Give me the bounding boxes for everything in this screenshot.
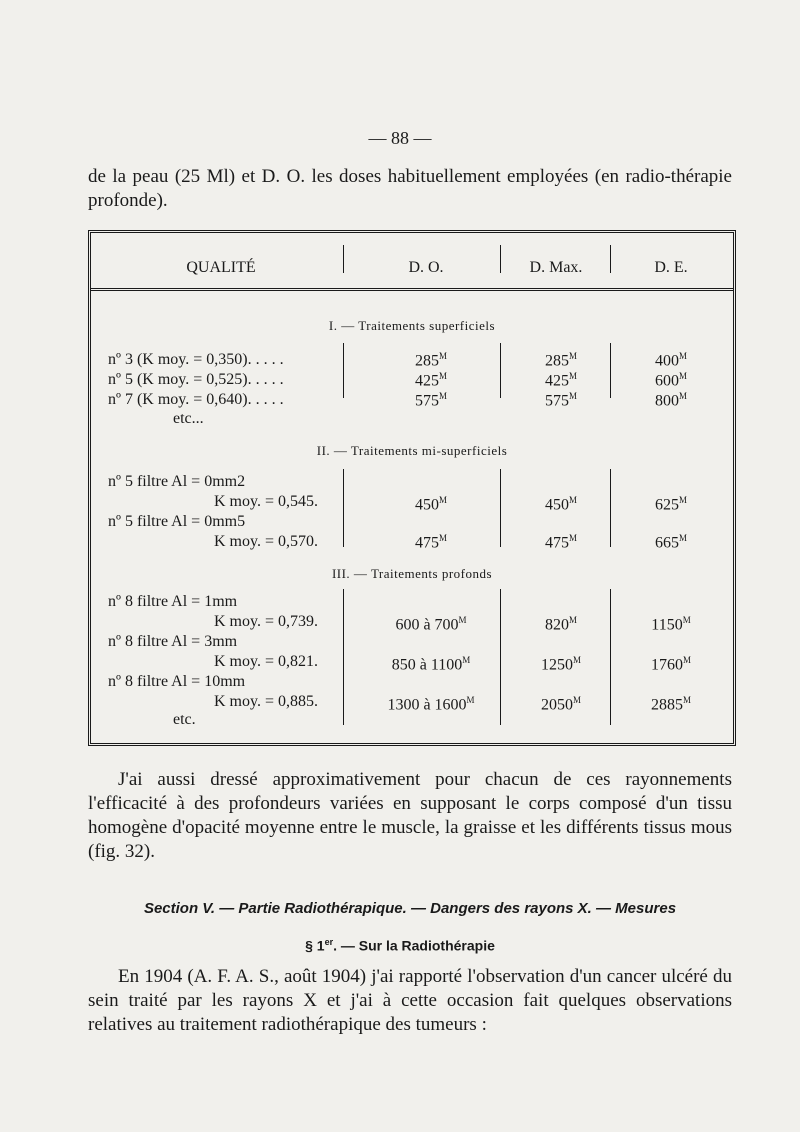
row-label: nº 8 filtre Al = 1mm [108, 593, 238, 610]
cell-de: $2885^M$ [650, 695, 691, 714]
section-heading: Section V. — Partie Radiothérapique. — Dangers des rayons X. — Mesures [143, 900, 677, 917]
row-kmoy: K moy. = 0,821. [214, 653, 318, 670]
cell-do: 850 à $1100^M$ [391, 655, 471, 674]
row-label: nº 8 filtre Al = 10mm [108, 673, 246, 690]
paragraph-efficacite: J'ai aussi dressé approximativement pour chacun de ces rayonnements l'efficacité à des profondeurs variées en supposant le corps composé d'un tissu homogène d'opacité moyenne entre le muscle, la graisse et les différents tissus mous (fig. 32). [88, 769, 732, 862]
cell-dmax: $1250^M$ [540, 655, 581, 674]
subsection-heading: § 1er. — Sur la Radiothérapie [305, 937, 495, 954]
cell-de: $625^M$ [654, 495, 687, 514]
paragraph-1904: En 1904 (A. F. A. S., août 1904) j'ai rapporté l'observation d'un cancer ulcéré du sein traité par les rayons X et j'ai à cette occasion fait quelques observations relatives au traitement radiothérapique des tumeurs : [88, 966, 732, 1035]
row-kmoy: K moy. = 0,739. [214, 613, 318, 630]
section-profonds: III. — Traitements profonds [331, 566, 493, 581]
cell-do: $285^M$ [414, 351, 447, 370]
header-de: D. E. [654, 259, 688, 276]
row-kmoy: K moy. = 0,545. [214, 493, 318, 510]
row-label: nº 5 filtre Al = 0mm2 [108, 473, 246, 490]
row-label: nº 7 (K moy. = 0,640). . . . . [108, 391, 284, 408]
cell-de: $400^M$ [654, 351, 687, 370]
cell-do: $425^M$ [414, 371, 447, 390]
row-kmoy: K moy. = 0,885. [214, 693, 318, 710]
cell-de: $800^M$ [654, 391, 687, 410]
section-mi-superficiels: II. — Traitements mi-superficiels [316, 443, 508, 458]
cell-de: $600^M$ [654, 371, 687, 390]
intro-paragraph: de la peau (25 Ml) et D. O. les doses habituellement employées (en radio-thérapie profonde). [88, 166, 732, 211]
dose-table [88, 230, 736, 746]
header-dmax: D. Max. [529, 259, 583, 276]
cell-do: $450^M$ [414, 495, 447, 514]
row-label: nº 8 filtre Al = 3mm [108, 633, 238, 650]
cell-do: 1300 à $1600^M$ [387, 695, 475, 714]
cell-dmax: $425^M$ [544, 371, 577, 390]
etc-text: etc... [173, 410, 204, 427]
cell-do: 600 à $700^M$ [395, 615, 467, 634]
cell-dmax: $575^M$ [544, 391, 577, 410]
row-label: nº 5 (K moy. = 0,525). . . . . [108, 371, 284, 388]
cell-dmax: $285^M$ [544, 351, 577, 370]
cell-do: $475^M$ [414, 533, 447, 552]
cell-de: $1150^M$ [651, 615, 691, 634]
cell-do: $575^M$ [414, 391, 447, 410]
page-number: — 88 — [368, 128, 432, 148]
cell-de: $665^M$ [654, 533, 687, 552]
etc-text: etc. [173, 711, 196, 728]
header-do: D. O. [408, 259, 444, 276]
cell-dmax: $2050^M$ [540, 695, 581, 714]
header-rule [91, 288, 733, 291]
section-superficiels: I. — Traitements superficiels [328, 318, 496, 333]
row-kmoy: K moy. = 0,570. [214, 533, 318, 550]
header-qualite: QUALITÉ [186, 259, 256, 276]
row-label: nº 5 filtre Al = 0mm5 [108, 513, 246, 530]
cell-dmax: $820^M$ [544, 615, 577, 634]
row-label: nº 3 (K moy. = 0,350). . . . . [108, 351, 284, 368]
cell-dmax: $450^M$ [544, 495, 577, 514]
cell-dmax: $475^M$ [544, 533, 577, 552]
cell-de: $1760^M$ [650, 655, 691, 674]
